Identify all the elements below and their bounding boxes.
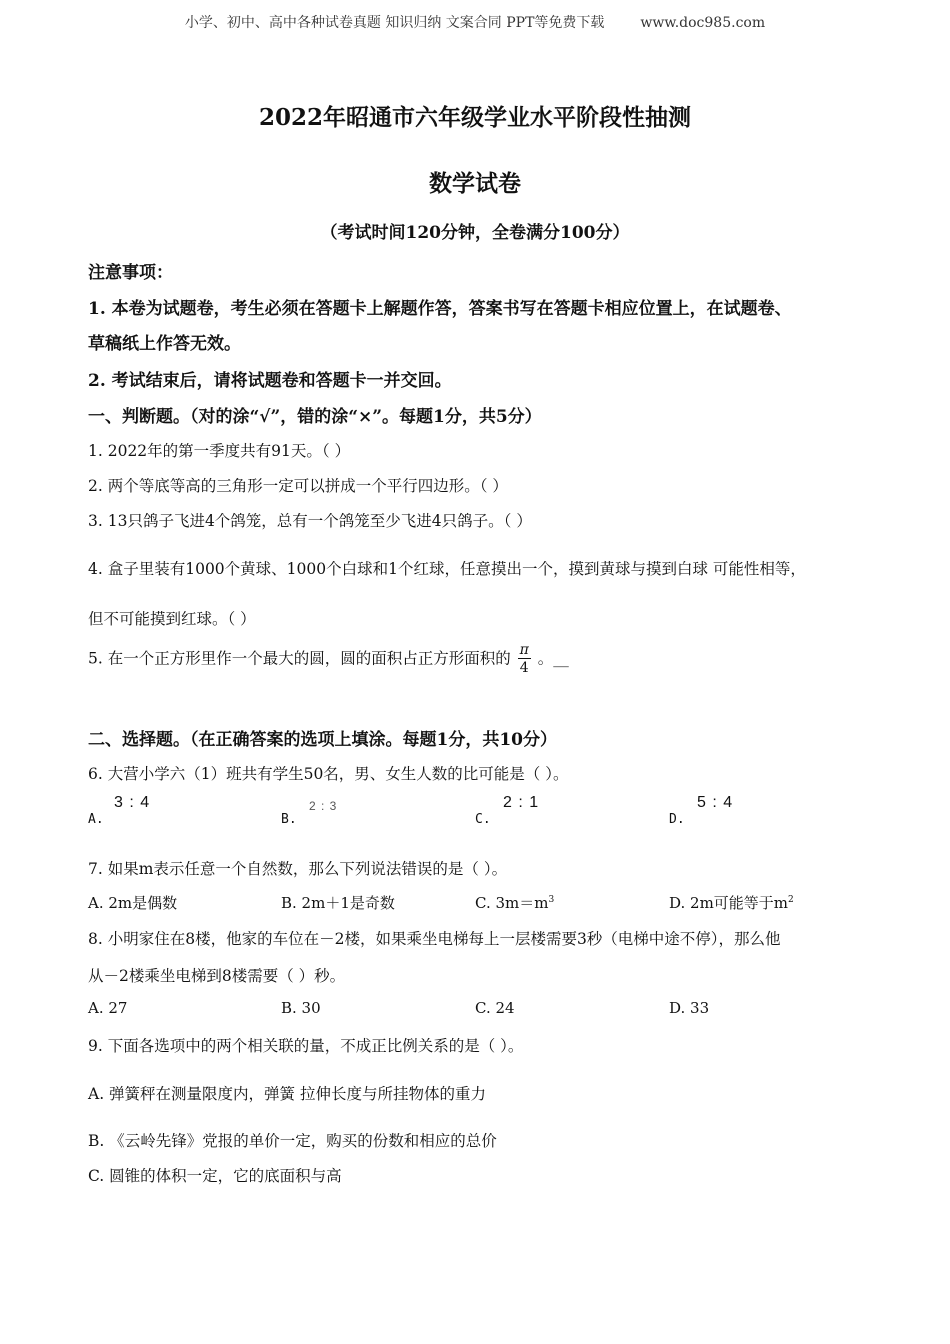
question-8-line-2: 从－2楼乘坐电梯到8楼需要（ ）秒。 — [88, 967, 346, 985]
fraction-denominator: 4 — [519, 660, 529, 676]
page-header — [0, 12, 950, 32]
section-1-heading: 一、判断题。（对的涂“√”，错的涂“×”。每题1分，共5分） — [88, 407, 542, 427]
option-ratio: 3 : 4 — [114, 794, 151, 811]
question-5-tail: 。__ — [537, 649, 569, 668]
header-text: 小学、初中、高中各种试卷真题 知识归纳 文案合同 PPT等免费下载 — [184, 15, 605, 31]
option-ratio: 2 : 1 — [503, 794, 540, 811]
q7-option-b[interactable]: B. 2m＋1是奇数 — [281, 894, 395, 912]
q7-option-c[interactable] — [475, 892, 554, 913]
q7-option-d[interactable] — [669, 892, 794, 913]
q8-option-d[interactable]: D. 33 — [669, 999, 710, 1017]
exam-title: 2022年昭通市六年级学业水平阶段性抽测 — [258, 104, 691, 131]
section-2-heading: 二、选择题。（在正确答案的选项上填涂。每题1分，共10分） — [88, 730, 557, 750]
q7-option-a[interactable]: A. 2m是偶数 — [88, 894, 178, 912]
q8-option-b[interactable]: B. 30 — [281, 999, 321, 1017]
question-5-text: 5. 在一个正方形里作一个最大的圆，圆的面积占正方形面积的 — [88, 649, 511, 668]
question-3: 3. 13只鸽子飞进4个鸽笼，总有一个鸽笼至少飞进4只鸽子。（ ） — [88, 512, 532, 530]
q7-option-c-text: C. 3m＝m — [475, 894, 549, 912]
fraction-numerator: π — [519, 642, 529, 658]
q8-option-c[interactable]: C. 24 — [475, 999, 515, 1017]
question-4-line-1: 4. 盒子里装有1000个黄球、1000个白球和1个红球，任意摸出一个，摸到黄球与摸到白球 可能性相等， — [88, 560, 806, 578]
q8-option-a[interactable]: A. 27 — [88, 999, 128, 1017]
notes-heading: 注意事项： — [88, 263, 173, 283]
option-ratio: 5 : 4 — [697, 794, 734, 811]
option-letter: C. — [475, 812, 491, 827]
option-ratio: 2 : 3 — [309, 799, 338, 813]
q7-option-c-exponent: 3 — [548, 895, 555, 905]
question-8-line-1: 8. 小明家住在8楼，他家的车位在－2楼，如果乘坐电梯每上一层楼需要3秒（电梯中途不停），那么他 — [88, 930, 781, 948]
exam-time-info: （考试时间120分钟，全卷满分100分） — [320, 223, 630, 243]
question-7: 7. 如果m表示任意一个自然数，那么下列说法错误的是（ ）。 — [88, 860, 508, 878]
option-letter: A. — [88, 812, 104, 827]
question-4-line-2: 但不可能摸到红球。（ ） — [88, 610, 256, 628]
question-1: 1. 2022年的第一季度共有91天。（ ） — [88, 442, 351, 460]
option-letter: D. — [669, 812, 685, 827]
exam-subtitle: 数学试卷 — [429, 170, 521, 197]
q9-option-b[interactable]: B. 《云岭先锋》党报的单价一定，购买的份数和相应的总价 — [88, 1132, 497, 1150]
question-2: 2. 两个等底等高的三角形一定可以拼成一个平行四边形。（ ） — [88, 477, 508, 495]
question-9: 9. 下面各选项中的两个相关联的量，不成正比例关系的是（ ）。 — [88, 1037, 524, 1055]
option-letter: B. — [281, 812, 297, 827]
q7-option-d-text: D. 2m可能等于m — [669, 894, 789, 912]
q7-option-d-exponent: 2 — [788, 895, 794, 905]
question-5 — [88, 642, 569, 677]
note-1-line-1: 1. 本卷为试题卷，考生必须在答题卡上解题作答，答案书写在答题卡相应位置上，在试题卷、 — [88, 299, 792, 319]
q9-option-a[interactable]: A. 弹簧秤在测量限度内，弹簧 拉伸长度与所挂物体的重力 — [88, 1085, 486, 1103]
q9-option-c[interactable]: C. 圆锥的体积一定，它的底面积与高 — [88, 1167, 342, 1185]
pi-over-4-fraction — [518, 642, 531, 677]
note-2: 2. 考试结束后，请将试题卷和答题卡一并交回。 — [88, 371, 452, 391]
note-1-line-2: 草稿纸上作答无效。 — [88, 334, 241, 354]
question-6: 6. 大营小学六（1）班共有学生50名，男、女生人数的比可能是（ ）。 — [88, 765, 569, 783]
header-site-link[interactable]: www.doc985.com — [640, 15, 766, 31]
